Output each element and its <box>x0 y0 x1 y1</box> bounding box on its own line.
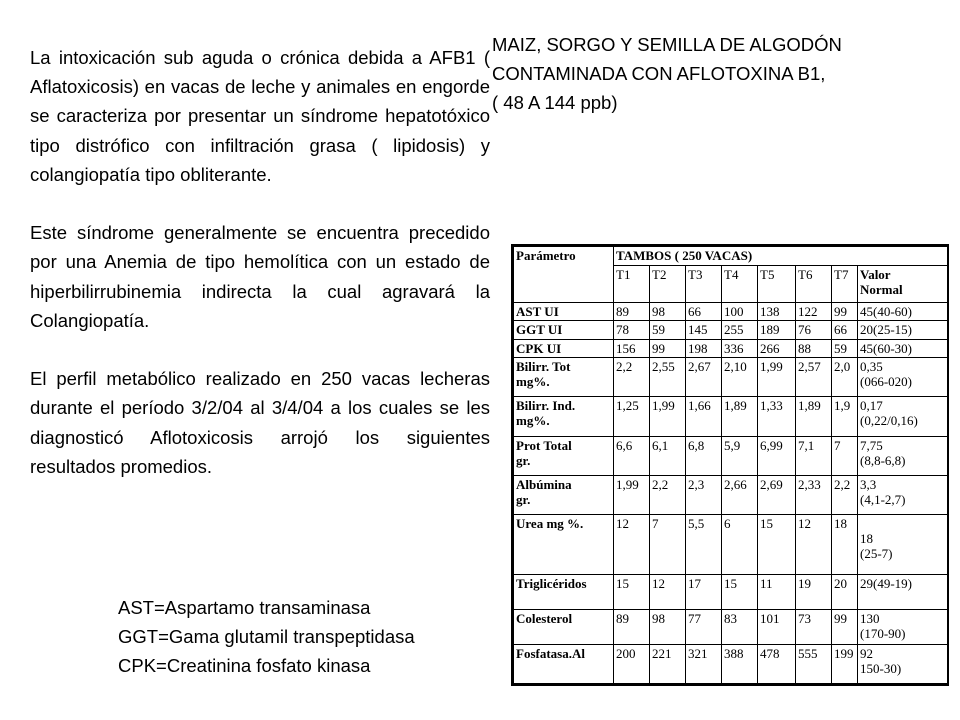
value-cell: 321 <box>686 644 722 683</box>
value-cell: 73 <box>796 609 832 644</box>
normal-line: (25-7) <box>860 545 893 561</box>
param-cell <box>514 302 614 321</box>
param-cell <box>514 609 614 644</box>
param-header-cell: Parámetro <box>514 247 614 303</box>
header-line: ( 48 A 144 ppb) <box>492 92 618 113</box>
param-line: gr. <box>516 491 531 507</box>
body-text <box>30 43 490 481</box>
value-cell: 2,2 <box>614 358 650 397</box>
normal-value-cell <box>858 514 948 574</box>
value-cell: 18 <box>832 514 858 574</box>
value-cell: 122 <box>796 302 832 321</box>
value-cell: 89 <box>614 609 650 644</box>
normal-value-cell <box>858 574 948 609</box>
value-cell: 98 <box>650 609 686 644</box>
value-cell: 59 <box>650 321 686 340</box>
value-cell: 19 <box>796 574 832 609</box>
table-row <box>514 514 948 574</box>
value-cell: 6,6 <box>614 436 650 475</box>
table-row <box>514 358 948 397</box>
normal-line: 0,17 <box>860 398 883 414</box>
abbreviation-ggt: GGT=Gama glutamil transpeptidasa <box>118 626 415 648</box>
paragraph-metabolic-profile: El perfil metabólico realizado en 250 vacas lecheras durante el período 3/2/04 al 3/4/04 a los cuales se les diagnosticó Aflotoxicosis arrojó los siguientes resultados promedios. <box>30 368 490 477</box>
normal-value-cell <box>858 397 948 436</box>
value-cell: 99 <box>650 339 686 358</box>
value-cell: 7,1 <box>796 436 832 475</box>
param-cell <box>514 574 614 609</box>
normal-line: 45(60-30) <box>860 340 912 356</box>
normal-line: (8,8-6,8) <box>860 452 906 468</box>
normal-value-cell <box>858 609 948 644</box>
value-cell: 88 <box>796 339 832 358</box>
value-cell: 266 <box>758 339 796 358</box>
group-header-cell: TAMBOS ( 250 VACAS) <box>614 247 948 266</box>
value-cell: 1,89 <box>722 397 758 436</box>
value-cell: 1,99 <box>614 475 650 514</box>
table-row <box>514 475 948 514</box>
param-line: AST UI <box>516 303 559 319</box>
value-cell: 1,99 <box>758 358 796 397</box>
table-row <box>514 609 948 644</box>
normal-line: 20(25-15) <box>860 322 912 338</box>
value-cell: 12 <box>650 574 686 609</box>
abbreviation-ast: AST=Aspartamo transaminasa <box>118 597 371 618</box>
normal-value-cell <box>858 358 948 397</box>
value-cell: 1,9 <box>832 397 858 436</box>
value-cell: 6,8 <box>686 436 722 475</box>
value-cell: 2,3 <box>686 475 722 514</box>
normal-line: 45(40-60) <box>860 303 912 319</box>
column-header-t1: T1 <box>614 265 650 302</box>
normal-value-cell <box>858 475 948 514</box>
column-header-t2: T2 <box>650 265 686 302</box>
value-cell: 6,99 <box>758 436 796 475</box>
normal-header-line: Normal <box>860 281 903 297</box>
param-line: gr. <box>516 452 531 468</box>
value-cell: 12 <box>614 514 650 574</box>
param-line: Prot Total <box>516 437 572 453</box>
value-cell: 78 <box>614 321 650 340</box>
normal-line: 7,75 <box>860 437 883 453</box>
value-cell: 15 <box>758 514 796 574</box>
value-cell: 336 <box>722 339 758 358</box>
value-cell: 66 <box>686 302 722 321</box>
value-cell: 2,66 <box>722 475 758 514</box>
value-cell: 66 <box>832 321 858 340</box>
param-line: mg%. <box>516 413 550 429</box>
normal-line: (0,22/0,16) <box>860 413 918 429</box>
abbreviations-list <box>118 593 518 681</box>
value-cell: 2,67 <box>686 358 722 397</box>
normal-line: 18 <box>860 530 873 546</box>
value-cell: 200 <box>614 644 650 683</box>
value-cell: 15 <box>614 574 650 609</box>
header-line: MAIZ, SORGO Y SEMILLA DE ALGODÓN <box>492 34 842 55</box>
value-cell: 77 <box>686 609 722 644</box>
param-cell <box>514 514 614 574</box>
value-cell: 100 <box>722 302 758 321</box>
column-header-t5: T5 <box>758 265 796 302</box>
normal-value-cell <box>858 302 948 321</box>
value-cell: 12 <box>796 514 832 574</box>
value-cell: 221 <box>650 644 686 683</box>
value-cell: 6 <box>722 514 758 574</box>
value-cell: 555 <box>796 644 832 683</box>
table-row <box>514 321 948 340</box>
value-cell: 1,33 <box>758 397 796 436</box>
paragraph-anemia: Este síndrome generalmente se encuentra precedido por una Anemia de tipo hemolítica con un estado de hiperbilirrubinemia indirecta la cual agravará la Colangiopatía. <box>30 222 490 331</box>
value-cell: 15 <box>722 574 758 609</box>
value-cell: 20 <box>832 574 858 609</box>
value-cell: 1,66 <box>686 397 722 436</box>
value-cell: 59 <box>832 339 858 358</box>
value-cell: 2,10 <box>722 358 758 397</box>
table-row <box>514 436 948 475</box>
value-cell: 478 <box>758 644 796 683</box>
param-line: Colesterol <box>516 610 573 626</box>
param-line: CPK UI <box>516 340 562 356</box>
normal-line: 92 <box>860 645 873 661</box>
normal-header-line: Valor <box>860 266 891 282</box>
value-cell: 5,5 <box>686 514 722 574</box>
param-cell <box>514 436 614 475</box>
normal-value-cell <box>858 339 948 358</box>
normal-value-cell <box>858 644 948 683</box>
value-cell: 2,57 <box>796 358 832 397</box>
normal-line: 130 <box>860 610 880 626</box>
table-row <box>514 397 948 436</box>
value-cell: 138 <box>758 302 796 321</box>
value-cell: 145 <box>686 321 722 340</box>
param-line: mg%. <box>516 374 550 390</box>
param-cell <box>514 358 614 397</box>
table-row <box>514 644 948 683</box>
value-cell: 255 <box>722 321 758 340</box>
value-cell: 101 <box>758 609 796 644</box>
value-cell: 1,89 <box>796 397 832 436</box>
table-header-row <box>514 247 948 266</box>
param-line: Fosfatasa.Al <box>516 645 585 661</box>
param-line: GGT UI <box>516 322 563 338</box>
value-cell: 199 <box>832 644 858 683</box>
param-line: Bilirr. Tot <box>516 359 571 375</box>
value-cell: 98 <box>650 302 686 321</box>
value-cell: 2,33 <box>796 475 832 514</box>
value-cell: 388 <box>722 644 758 683</box>
value-cell: 7 <box>650 514 686 574</box>
value-cell: 17 <box>686 574 722 609</box>
param-cell <box>514 397 614 436</box>
table-row <box>514 302 948 321</box>
normal-value-cell <box>858 321 948 340</box>
paragraph-aflatoxicosis: La intoxicación sub aguda o crónica debida a AFB1 ( Aflatoxicosis) en vacas de leche y animales en engorde se caracteriza por presentar un síndrome hepatotóxico tipo distrófico con infiltración grasa ( lipidosis) y colangiopatía tipo obliterante. <box>30 47 490 185</box>
normal-line: (170-90) <box>860 625 906 641</box>
value-cell: 189 <box>758 321 796 340</box>
column-header-t6: T6 <box>796 265 832 302</box>
param-cell <box>514 475 614 514</box>
param-cell <box>514 321 614 340</box>
normal-line: 0,35 <box>860 359 883 375</box>
header-line: CONTAMINADA CON AFLOTOXINA B1, <box>492 63 826 84</box>
param-line: Urea mg %. <box>516 515 584 531</box>
param-line: Albúmina <box>516 476 572 492</box>
normal-line: 150-30) <box>860 660 902 676</box>
param-cell <box>514 644 614 683</box>
column-header-t4: T4 <box>722 265 758 302</box>
param-line: Bilirr. Ind. <box>516 398 576 414</box>
normal-line: (066-020) <box>860 374 912 390</box>
value-cell: 2,2 <box>650 475 686 514</box>
value-cell: 2,69 <box>758 475 796 514</box>
value-cell: 5,9 <box>722 436 758 475</box>
table-row <box>514 574 948 609</box>
value-cell: 2,55 <box>650 358 686 397</box>
value-cell: 2,0 <box>832 358 858 397</box>
normal-value-cell <box>858 436 948 475</box>
value-cell: 99 <box>832 302 858 321</box>
value-cell: 1,25 <box>614 397 650 436</box>
value-cell: 198 <box>686 339 722 358</box>
param-cell <box>514 339 614 358</box>
header-title <box>492 30 952 117</box>
value-cell: 7 <box>832 436 858 475</box>
value-cell: 89 <box>614 302 650 321</box>
normal-value-header <box>858 265 948 302</box>
value-cell: 99 <box>832 609 858 644</box>
value-cell: 76 <box>796 321 832 340</box>
normal-line: 29(49-19) <box>860 575 912 591</box>
value-cell: 83 <box>722 609 758 644</box>
value-cell: 1,99 <box>650 397 686 436</box>
column-header-t3: T3 <box>686 265 722 302</box>
metabolic-profile-table <box>513 246 948 684</box>
abbreviation-cpk: CPK=Creatinina fosfato kinasa <box>118 655 371 677</box>
value-cell: 11 <box>758 574 796 609</box>
param-line: Triglicéridos <box>516 575 587 591</box>
metabolic-table-frame <box>511 244 949 686</box>
column-header-t7: T7 <box>832 265 858 302</box>
normal-line: (4,1-2,7) <box>860 491 906 507</box>
normal-line: 3,3 <box>860 476 877 492</box>
value-cell: 2,2 <box>832 475 858 514</box>
table-row <box>514 339 948 358</box>
value-cell: 156 <box>614 339 650 358</box>
value-cell: 6,1 <box>650 436 686 475</box>
